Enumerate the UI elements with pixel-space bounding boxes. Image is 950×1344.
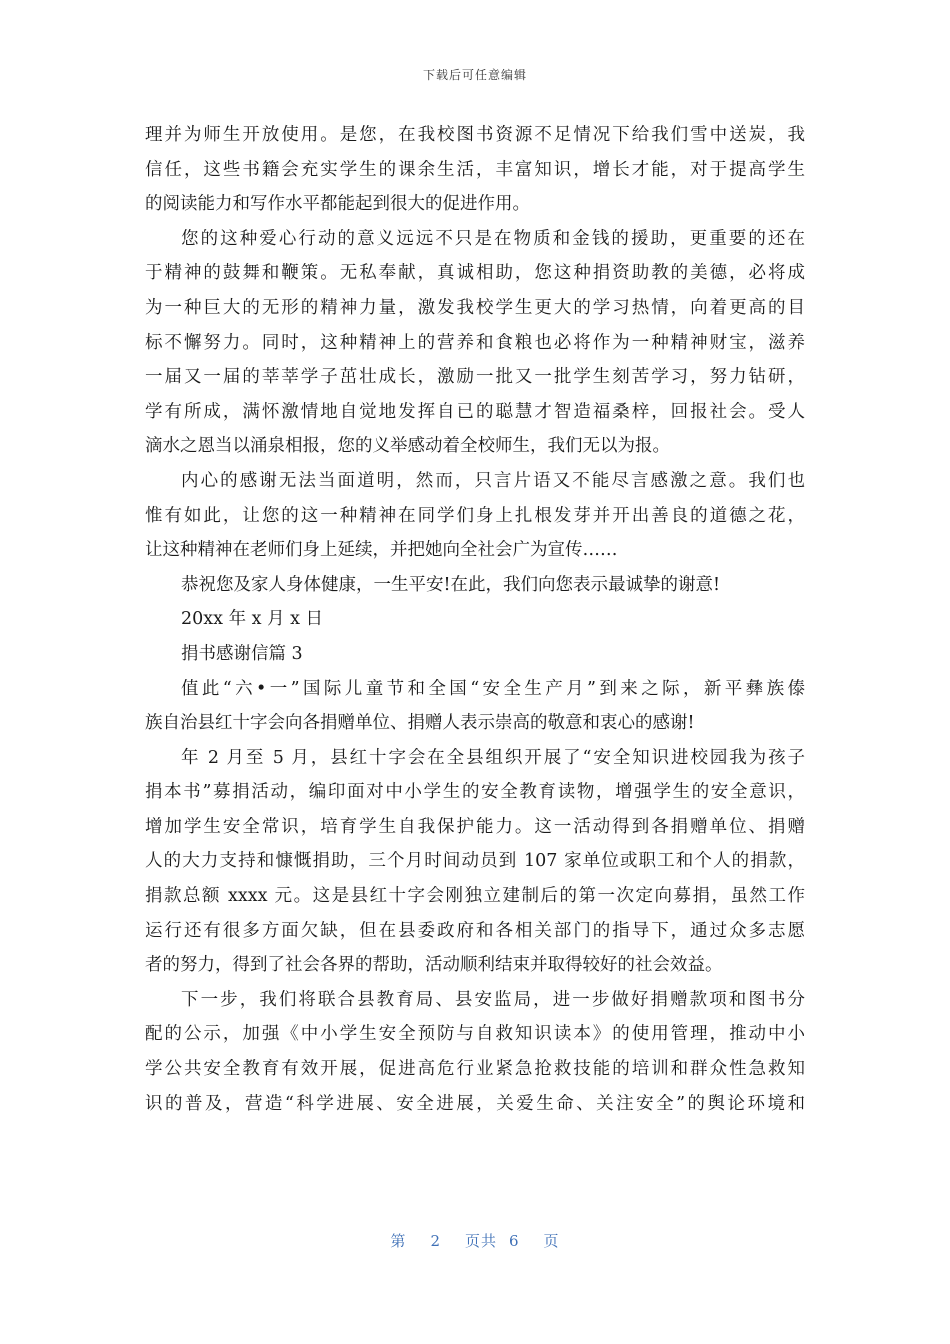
text-line: 学公共安全教育有效开展，促进高危行业紧急抢救技能的培训和群众性急救知 <box>145 1059 805 1080</box>
page-footer <box>0 1230 950 1251</box>
text-line: 值此“六•一”国际儿童节和全国“安全生产月”到来之际，新平彝族傣 <box>181 678 805 699</box>
header-note: 下载后可任意编辑 <box>422 68 527 82</box>
footer-prefix: 第 <box>390 1232 407 1250</box>
text-line: 人的大力支持和慷慨捐助，三个月时间动员到 107 家单位或职工和个人的捐款， <box>145 851 805 872</box>
text-line: 为一种巨大的无形的精神力量，激发我校学生更大的学习热情，向着更高的目 <box>145 297 805 318</box>
text-line: 识的普及，营造“科学进展、安全进展，关爱生命、关注安全”的舆论环境和 <box>145 1093 805 1114</box>
footer-middle: 页共 <box>464 1232 497 1250</box>
document-body <box>145 118 805 1121</box>
text-line: 运行还有很多方面欠缺，但在县委政府和各相关部门的指导下，通过众多志愿 <box>145 920 805 941</box>
text-line: 内心的感谢无法当面道明，然而，只言片语又不能尽言感激之意。我们也 <box>181 470 805 491</box>
text-line: 一届又一届的莘莘学子茁壮成长，激励一批又一批学生刻苦学习，努力钻研， <box>145 367 805 388</box>
footer-suffix: 页 <box>543 1232 560 1250</box>
text-line: 者的努力，得到了社会各界的帮助，活动顺利结束并取得较好的社会效益。 <box>145 955 723 976</box>
text-line: 让这种精神在老师们身上延续，并把她向全社会广为宣传…… <box>145 540 618 561</box>
text-line: 捐款总额 xxxx 元。这是县红十字会刚独立建制后的第一次定向募捐，虽然工作 <box>145 886 805 907</box>
text-line: 惟有如此，让您的这一种精神在同学们身上扎根发芽并开出善良的道德之花， <box>145 505 805 526</box>
text-line: 恭祝您及家人身体健康，一生平安!在此，我们向您表示最诚挚的谢意! <box>181 574 721 595</box>
text-line: 年 2 月至 5 月，县红十字会在全县组织开展了“安全知识进校园我为孩子 <box>181 747 805 768</box>
footer-total-pages: 6 <box>509 1232 520 1250</box>
text-line: 20xx 年 x 月 x 日 <box>181 609 324 630</box>
text-line: 族自治县红十字会向各捐赠单位、捐赠人表示崇高的敬意和衷心的感谢! <box>145 713 695 734</box>
text-line: 的阅读能力和写作水平都能起到很大的促进作用。 <box>145 194 530 215</box>
text-line: 理并为师生开放使用。是您，在我校图书资源不足情况下给我们雪中送炭，我 <box>145 125 805 145</box>
text-line: 学有所成，满怀激情地自觉地发挥自已的聪慧才智造福桑梓，回报社会。受人 <box>145 401 805 422</box>
text-line: 您的这种爱心行动的意义远远不只是在物质和金钱的援助，更重要的还在 <box>181 228 805 249</box>
text-line: 标不懈努力。同时，这种精神上的营养和食粮也必将作为一种精神财宝，滋养 <box>145 332 805 353</box>
text-line: 配的公示，加强《中小学生安全预防与自救知识读本》的使用管理，推动中小 <box>145 1024 805 1045</box>
text-line: 增加学生安全常识，培育学生自我保护能力。这一活动得到各捐赠单位、捐赠 <box>145 816 805 837</box>
text-line: 下一步，我们将联合县教育局、县安监局，进一步做好捐赠款项和图书分 <box>181 989 805 1010</box>
text-line: 捐本书”募捐活动，编印面对中小学生的安全教育读物，增强学生的安全意识， <box>145 782 805 803</box>
text-line: 捐书感谢信篇 3 <box>181 643 303 664</box>
text-line: 滴水之恩当以涌泉相报，您的义举感动着全校师生，我们无以为报。 <box>145 436 670 457</box>
text-line: 信任，这些书籍会充实学生的课余生活，丰富知识，增长才能，对于提高学生 <box>145 159 805 180</box>
text-line: 于精神的鼓舞和鞭策。无私奉献，真诚相助，您这种捐资助教的美德，必将成 <box>145 263 805 284</box>
footer-page-number: 2 <box>430 1232 441 1250</box>
